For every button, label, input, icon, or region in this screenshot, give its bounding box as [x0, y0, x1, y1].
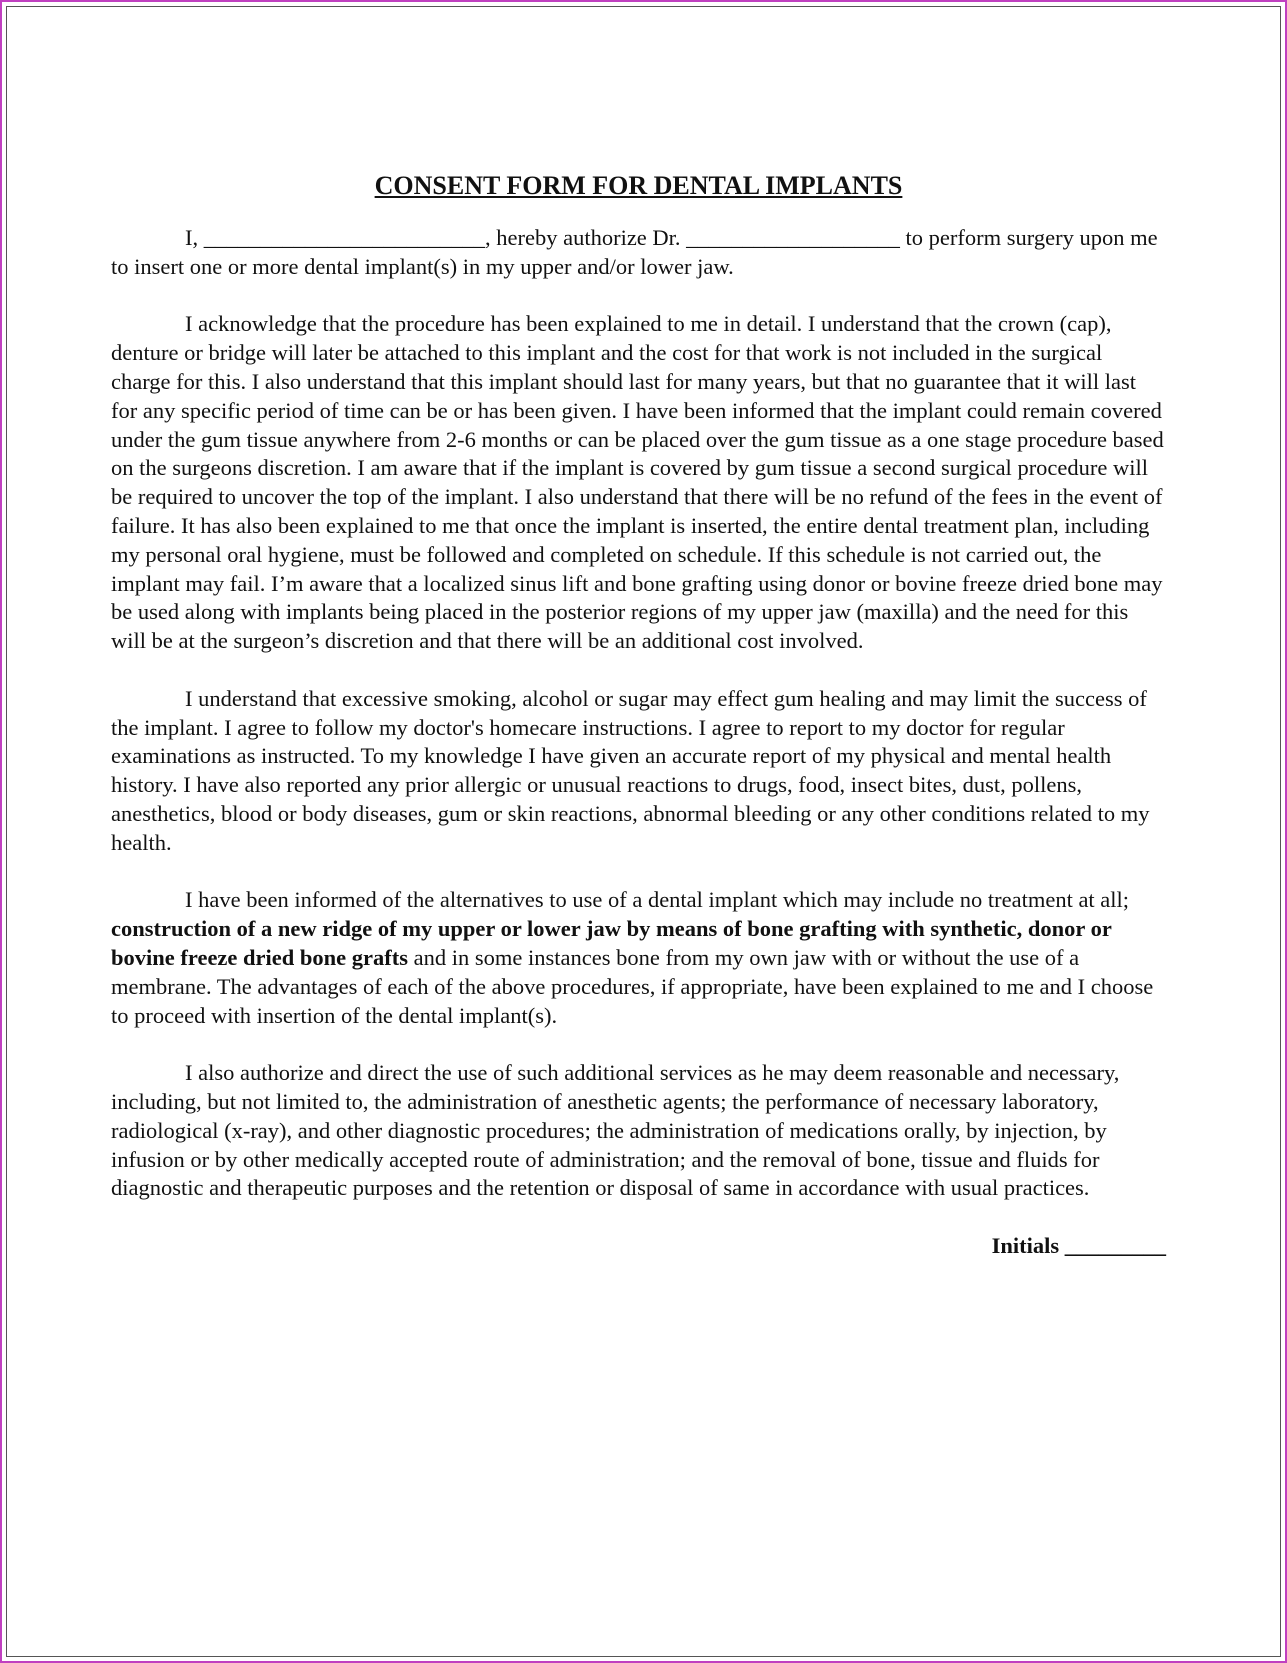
consent-document — [111, 170, 1166, 1261]
alternatives-text-end: and in some instances bone from my own jaw with or without the use of a membrane. The advantages of each of the above procedures, if appropriate, have been explained to me and I choose to proceed with insertion of the dental implant(s). — [111, 944, 1154, 1028]
paragraph-acknowledgement: I acknowledge that the procedure has been explained to me in detail. I understand that the crown (cap), denture or bridge will later be attached to this implant and the cost for that work is not included in the surgical charge for this. I also understand that this implant should last for many years, but that no guarantee that it will last for any specific period of time can be or has been given. I have been informed that the implant could remain covered under the gum tissue anywhere from 2-6 months or can be placed over the gum tissue as a one stage procedure based on the surgeons discretion. I am aware that if the implant is covered by gum tissue a second surgical procedure will be required to uncover the top of the implant. I also understand that there will be no refund of the fees in the event of failure. It has also been explained to me that once the implant is inserted, the entire dental treatment plan, including my personal oral hygiene, must be followed and completed on schedule. If this schedule is not carried out, the implant may fail. I’m aware that a localized sinus lift and bone grafting using donor or bovine freeze dried bone may be used along with implants being placed in the posterior regions of my upper jaw (maxilla) and the need for this will be at the surgeon’s discretion and that there will be an additional cost involved. — [111, 311, 1164, 654]
paragraph-health: I understand that excessive smoking, alcohol or sugar may effect gum healing and may limit the success of the implant. I agree to follow my doctor's homecare instructions. I agree to report to my doctor for regular examinations as instructed. To my knowledge I have given an accurate report of my physical and mental health history. I have also reported any prior allergic or unusual reactions to drugs, food, insect bites, dust, pollens, anesthetics, blood or body diseases, gum or skin reactions, abnormal bleeding or any other conditions related to my health. — [111, 685, 1150, 855]
alternatives-bold-text: construction of a new ridge of my upper or lower jaw by means of bone grafting with synthetic, donor or bovine freeze dried bone grafts — [111, 916, 1112, 970]
document-title: CONSENT FORM FOR DENTAL IMPLANTS — [374, 171, 903, 200]
alternatives-text-start: I have been informed of the alternatives to use of a dental implant which may include no treatment at all; — [185, 887, 1130, 913]
paragraph-additional-services: I also authorize and direct the use of such additional services as he may deem reasonable and necessary, including, but not limited to, the administration of anesthetic agents; the performance of necessary laboratory, radiological (x-ray), and other diagnostic procedures; the administration of medications orally, by injection, by infusion or by other medically accepted route of administration; and the removal of bone, tissue and fluids for diagnostic and therapeutic purposes and the retention or disposal of same in accordance with usual practices. — [111, 1060, 1120, 1201]
initials-line[interactable]: Initials _________ — [991, 1232, 1166, 1258]
paragraph-alternatives — [111, 886, 1166, 1030]
paragraph-authorization: I, _________________________, hereby authorize Dr. ___________________ to perform surgery upon me to insert one or more dental implant(s) in my upper and/or lower jaw. — [111, 225, 1158, 279]
